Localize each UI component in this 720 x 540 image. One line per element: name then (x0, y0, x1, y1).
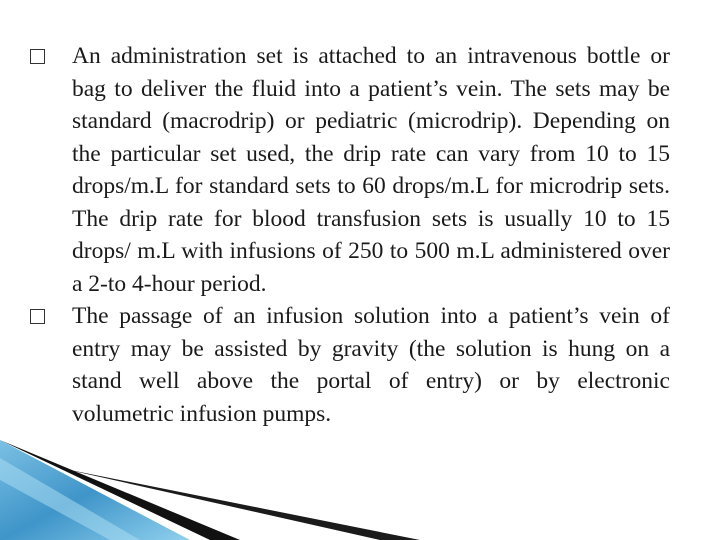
bullet-text: An administration set is attached to an intravenous bottle or bag to deliver the fluid into a patient’s vein. The sets may be standard (macrodrip) or pediatric (microdrip). Depending on the particular set used, the drip rate can vary from 10 to 15 drops/m.L for standard sets to 60 drops/m.L for microdrip sets. The drip rate for blood transfusion sets is usually 10 to 15 drops/ m.L with infusions of 250 to 500 m.L administered over a 2-to 4-hour period. (72, 43, 670, 297)
bullet-text: The passage of an infusion solution into a patient’s vein of entry may be assisted by gravity (the solution is hung on a stand well above the portal of entry) or by electronic volumetric infusion pumps. (72, 303, 670, 427)
checkbox-square-icon (30, 309, 45, 324)
corner-swoosh-decoration (0, 440, 720, 540)
bullet-item-administration-set (72, 40, 670, 300)
bullet-item-infusion-passage (72, 300, 670, 430)
checkbox-square-icon (30, 49, 45, 64)
bullet-list (72, 40, 670, 430)
